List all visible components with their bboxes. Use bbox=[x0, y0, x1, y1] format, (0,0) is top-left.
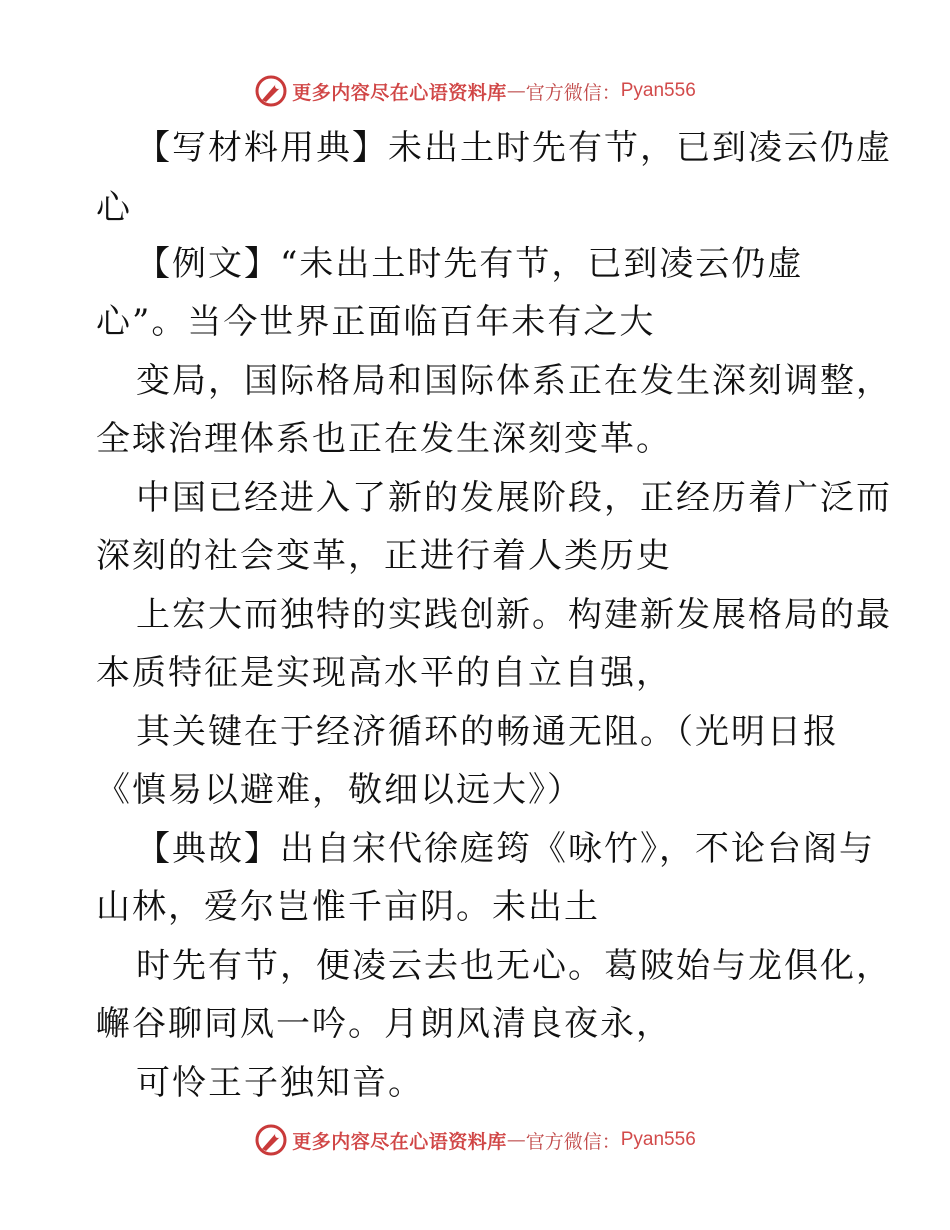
watermark-label: 官方微信： bbox=[525, 81, 621, 104]
body-line: 心 bbox=[96, 188, 132, 228]
body-line: 深刻的社会变革，正进行着人类历史 bbox=[96, 536, 672, 576]
body-line: 上宏大而独特的实践创新。构建新发展格局的最 bbox=[136, 595, 892, 635]
header-watermark bbox=[0, 71, 950, 111]
body-line: 全球治理体系也正在发生深刻变革。 bbox=[96, 419, 672, 459]
pen-logo-icon bbox=[254, 1123, 288, 1157]
body-line: 《慎易以避难，敬细以远大》） bbox=[96, 770, 583, 810]
watermark-text: 更多内容尽在心语资料库 bbox=[292, 81, 507, 104]
body-line: 心”。当今世界正面临百年未有之大 bbox=[96, 302, 656, 342]
watermark-label: 官方微信： bbox=[525, 1130, 621, 1153]
body-line: 变局，国际格局和国际体系正在发生深刻调整， bbox=[136, 361, 892, 401]
body-line: 本质特征是实现高水平的自立自强， bbox=[96, 653, 672, 693]
body-line: 【例文】“未出土时先有节，已到凌云仍虚 bbox=[136, 244, 804, 284]
body-line: 【典故】出自宋代徐庭筠《咏竹》，不论台阁与 bbox=[136, 829, 875, 869]
watermark-text: 更多内容尽在心语资料库 bbox=[292, 1130, 507, 1153]
body-line: 【写材料用典】未出土时先有节，已到凌云仍虚 bbox=[136, 128, 892, 168]
body-line: 嶰谷聊同凤一吟。月朗风清良夜永， bbox=[96, 1004, 672, 1044]
body-line: 时先有节，便凌云去也无心。葛陂始与龙俱化， bbox=[136, 946, 892, 986]
body-line: 可怜王子独知音。 bbox=[136, 1063, 424, 1103]
body-line: 山林，爱尔岂惟千亩阴。未出土 bbox=[96, 887, 600, 927]
watermark-separator: — bbox=[506, 1129, 526, 1151]
watermark-wechat-id: Pyan556 bbox=[620, 80, 696, 101]
footer-watermark bbox=[0, 1120, 950, 1160]
watermark-separator: — bbox=[506, 80, 526, 102]
pen-logo-icon bbox=[254, 74, 288, 108]
body-line: 其关键在于经济循环的畅通无阻。（光明日报 bbox=[136, 712, 839, 752]
watermark-wechat-id: Pyan556 bbox=[620, 1129, 696, 1150]
body-line: 中国已经进入了新的发展阶段，正经历着广泛而 bbox=[136, 478, 892, 518]
